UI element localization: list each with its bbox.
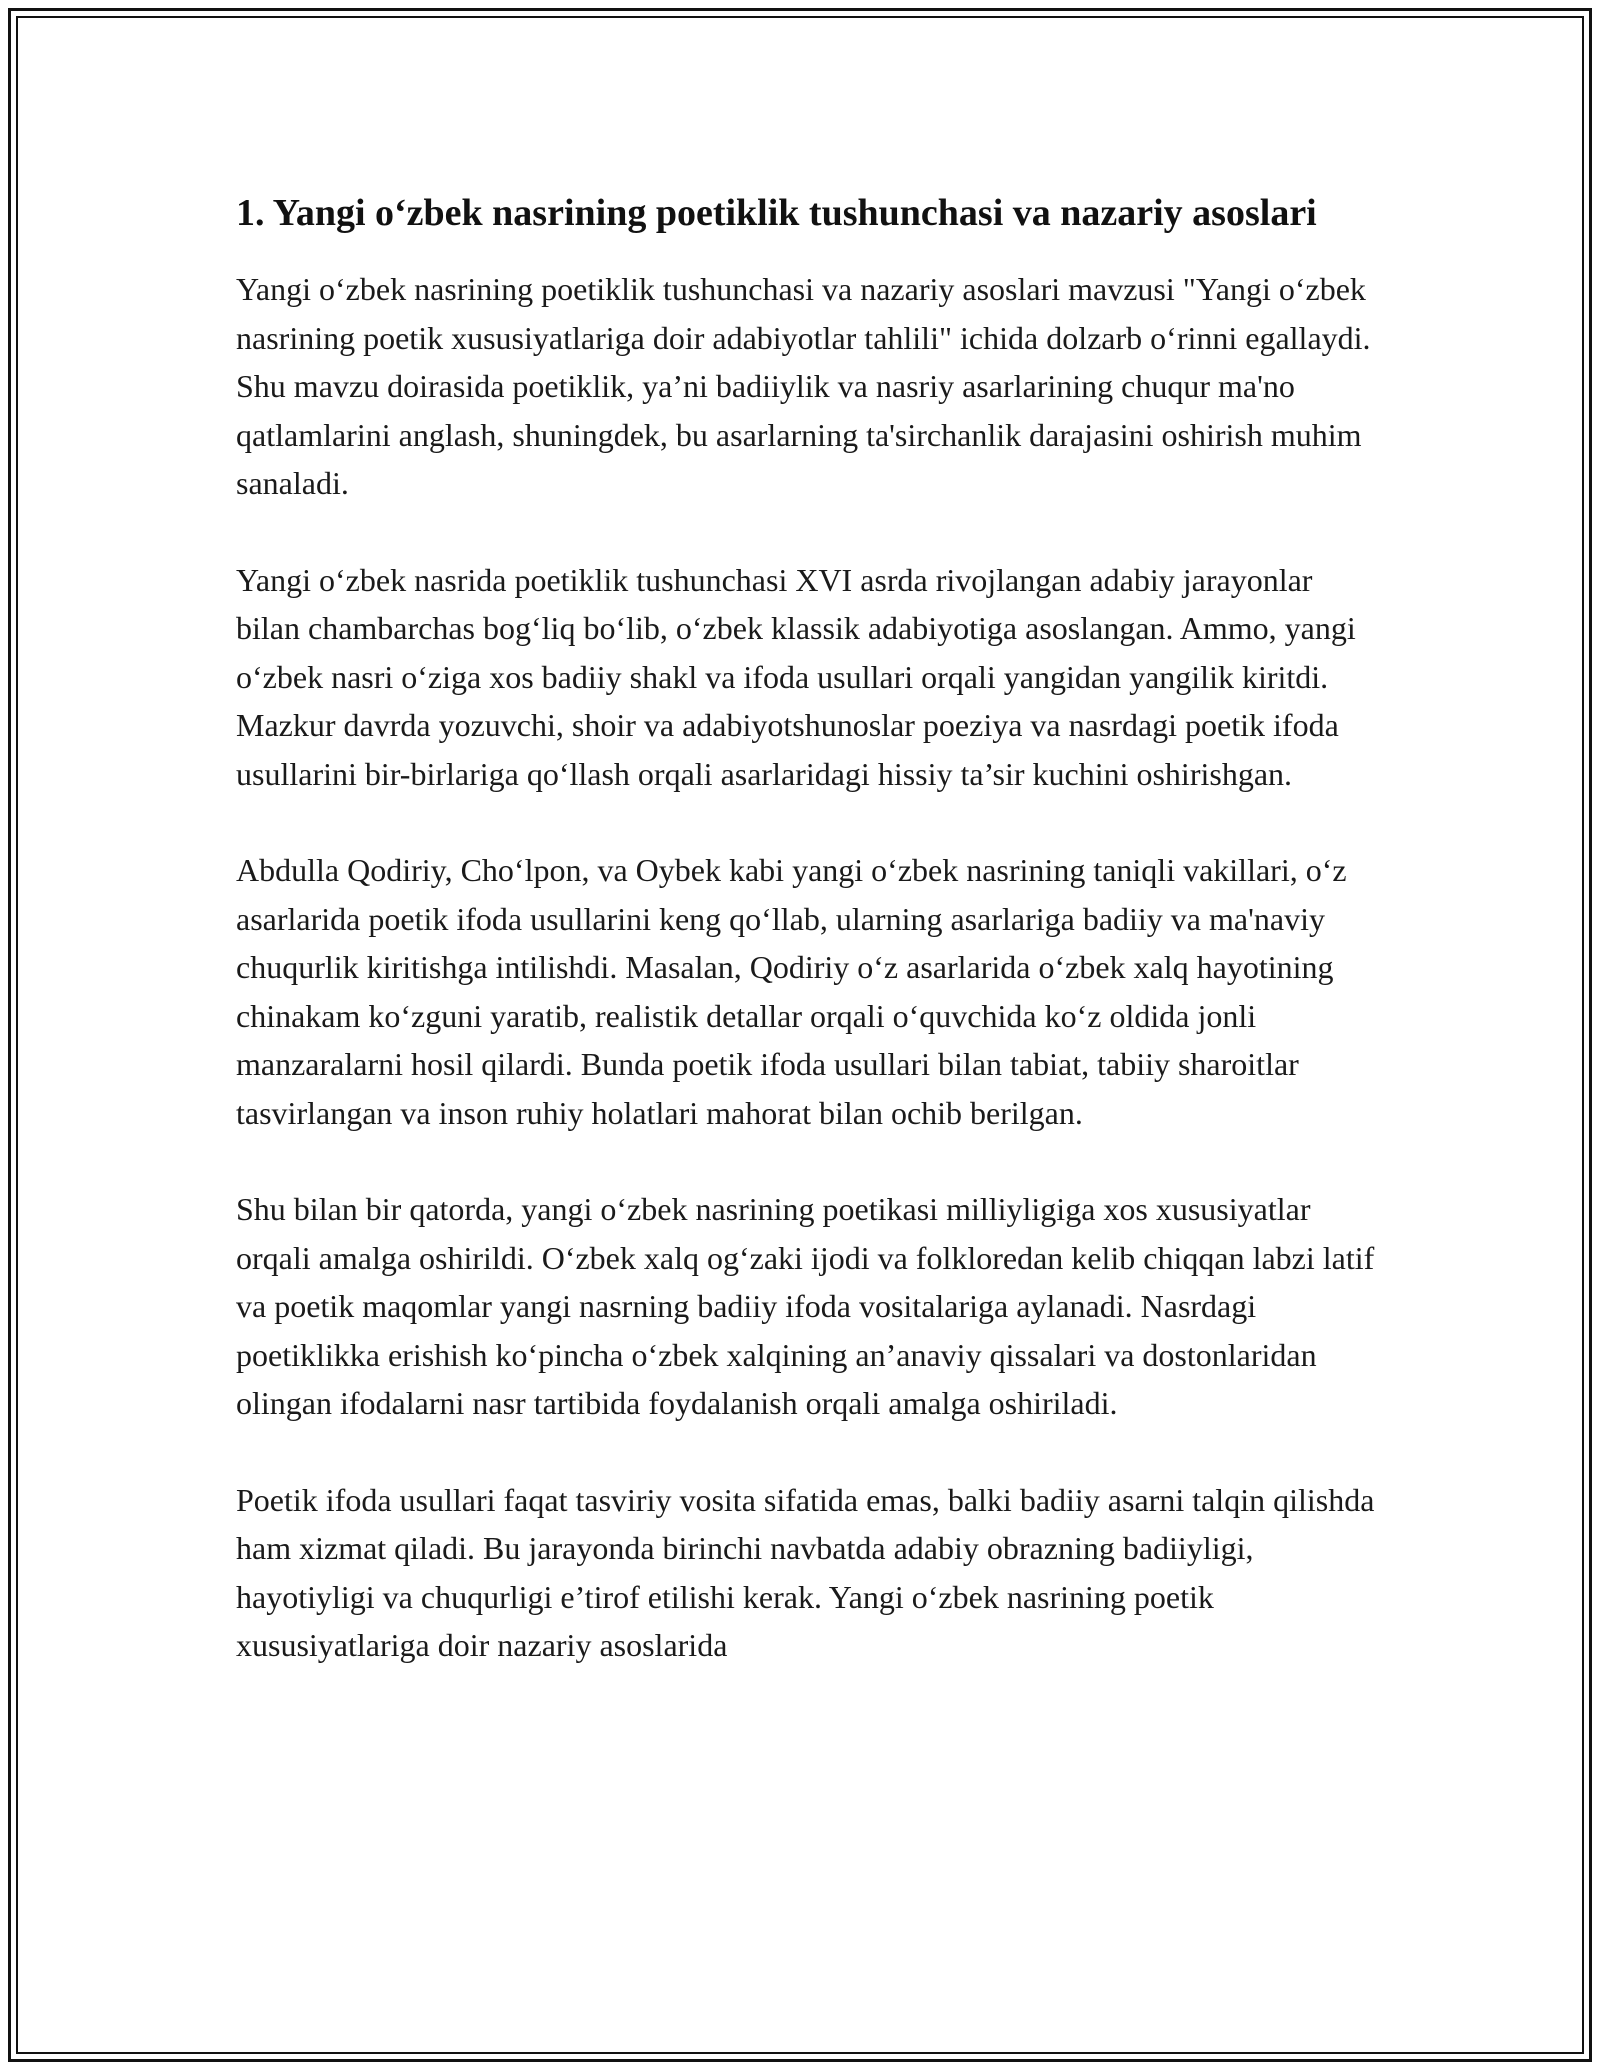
paragraph-4: Shu bilan bir qatorda, yangi o‘zbek nasrining poetikasi milliyligiga xos xususiyatlar orqali amalga oshirildi. O‘zbek xalq og‘zaki ijodi va folkloredan kelib chiqqan labzi latif va poetik maqomlar yangi nasrning badiiy ifoda vositalariga aylanadi. Nasrdagi poetiklikka erishish ko‘pincha o‘zbek xalqining an’anaviy qissalari va dostonlaridan olingan ifodalarni nasr tartibida foydalanish orqali amalga oshiriladi. bbox=[236, 1191, 1375, 1421]
paragraph-3: Abdulla Qodiriy, Cho‘lpon, va Oybek kabi yangi o‘zbek nasrining taniqli vakillari, o‘z asarlarida poetik ifoda usullarini keng qo‘llab, ularning asarlariga badiiy va ma'naviy chuqurlik kiritishga intilishdi. Masalan, Qodiriy o‘z asarlarida o‘zbek xalq hayotining chinakam ko‘zguni yaratib, realistik detallar orqali o‘quvchida ko‘z oldida jonli manzaralarni hosil qilardi. Bunda poetik ifoda usullari bilan tabiat, tabiiy sharoitlar tasvirlangan va inson ruhiy holatlari mahorat bilan ochib berilgan. bbox=[236, 852, 1347, 1131]
paragraph-5: Poetik ifoda usullari faqat tasviriy vosita sifatida emas, balki badiiy asarni talqin qilishda ham xizmat qiladi. Bu jarayonda birinchi navbatda adabiy obrazning badiiyligi, hayotiyligi va chuqurligi e’tirof etilishi kerak. Yangi o‘zbek nasrining poetik xususiyatlariga doir nazariy asoslarida bbox=[236, 1481, 1375, 1663]
paragraph-2: Yangi o‘zbek nasrida poetiklik tushunchasi XVI asrda rivojlangan adabiy jarayonlar bilan chambarchas bog‘liq bo‘lib, o‘zbek klassik adabiyotiga asoslangan. Ammo, yangi o‘zbek nasri o‘ziga xos badiiy shakl va ifoda usullari orqali yangidan yangilik kiritdi. Mazkur davrda yozuvchi, shoir va adabiyotshunoslar poeziya va nasrdagi poetik ifoda usullarini bir-birlariga qo‘llash orqali asarlaridagi hissiy ta’sir kuchini oshirishgan. bbox=[236, 561, 1356, 792]
paragraph-1: Yangi o‘zbek nasrining poetiklik tushunchasi va nazariy asoslari mavzusi "Yangi o‘zbek nasrining poetik xususiyatlariga doir adabiyotlar tahlili" ichida dolzarb o‘rinni egallaydi. Shu mavzu doirasida poetiklik, ya’ni badiiylik va nasriy asarlarining chuqur ma'no qatlamlarini anglash, shuningdek, bu asarlarning ta'sirchanlik darajasini oshirish muhim sanaladi. bbox=[236, 271, 1371, 501]
document-body bbox=[236, 186, 1376, 1670]
section-title: 1. Yangi o‘zbek nasrining poetiklik tushunchasi va nazariy asoslari bbox=[236, 192, 1317, 234]
